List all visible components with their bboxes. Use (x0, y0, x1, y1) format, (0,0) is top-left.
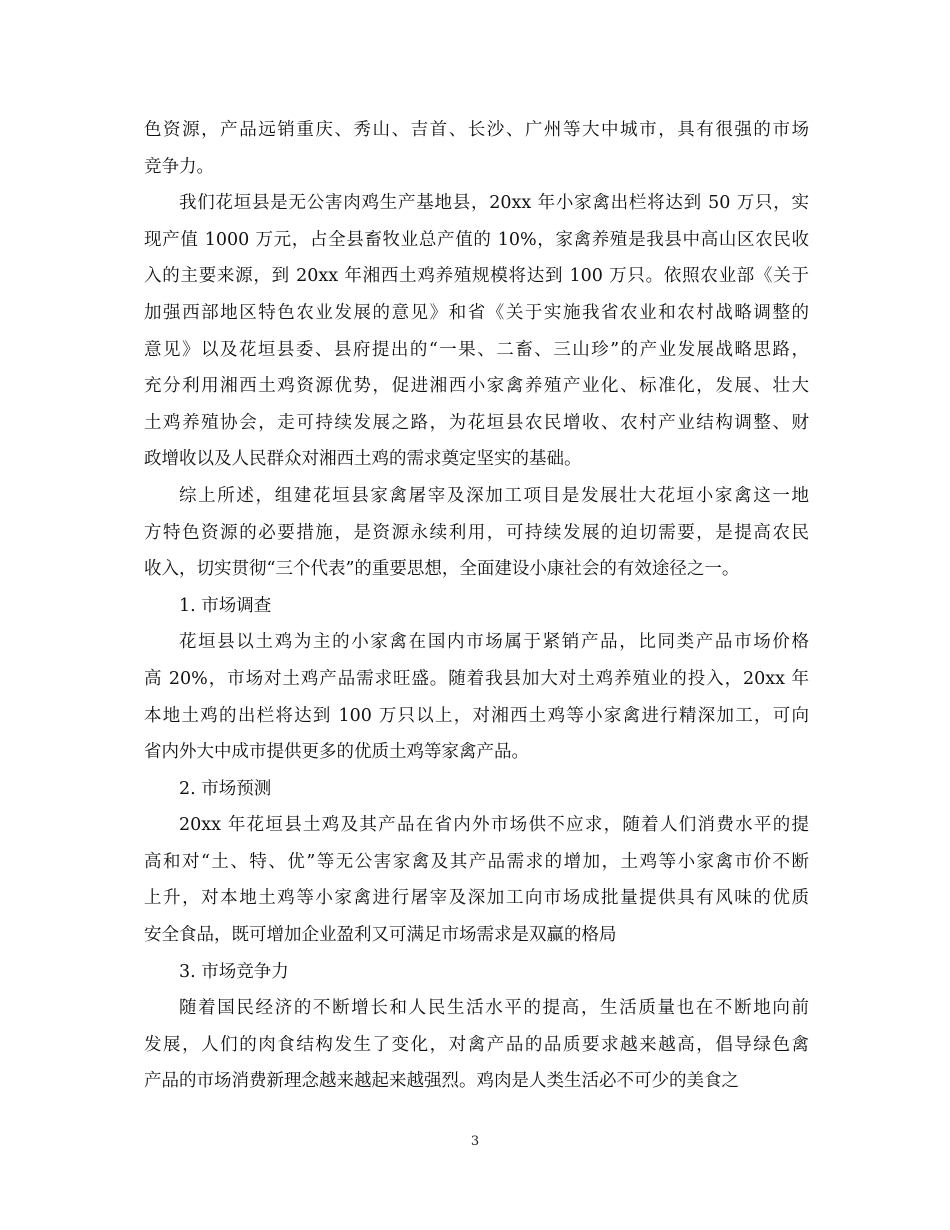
paragraph-line: 现产值 1000 万元，占全县畜牧业总产值的 10%，家禽养殖是我县中高山区农民收 (144, 229, 809, 250)
paragraph-line: 综上所述，组建花垣县家禽屠宰及深加工项目是发展壮大花垣小家禽这一地 (179, 485, 809, 506)
paragraph-line: 收入，切实贯彻“三个代表”的重要思想，全面建设小康社会的有效途径之一。 (144, 559, 740, 580)
paragraph-line: 加强西部地区特色农业发展的意见》和省《关于实施我省农业和农村战略调整的 (144, 302, 809, 323)
paragraph-line: 充分利用湘西土鸡资源优势，促进湘西小家禽养殖产业化、标准化，发展、壮大 (144, 376, 809, 397)
paragraph-line: 色资源，产品远销重庆、秀山、吉首、长沙、广州等大中城市，具有很强的市场 (144, 120, 809, 140)
paragraph-line: 土鸡养殖协会，走可持续发展之路，为花垣县农民增收、农村产业结构调整、财 (144, 412, 809, 433)
paragraph-line: 方特色资源的必要措施，是资源永续利用，可持续发展的迫切需要，是提高农民 (144, 522, 809, 543)
document-body (144, 112, 809, 1100)
section-heading: 2. 市场预测 (179, 778, 272, 799)
paragraph-line: 竞争力。 (144, 156, 214, 177)
page-number: 3 (470, 1134, 480, 1149)
section-heading: 3. 市场竞争力 (179, 961, 289, 982)
paragraph-line: 上升，对本地土鸡等小家禽进行屠宰及深加工向市场成批量提供具有风味的优质 (144, 888, 809, 909)
paragraph-line: 发展，人们的肉食结构发生了变化，对禽产品的品质要求越来越高，倡导绿色禽 (144, 1034, 809, 1055)
paragraph-line: 我们花垣县是无公害肉鸡生产基地县，20xx 年小家禽出栏将达到 50 万只，实 (179, 193, 809, 214)
paragraph-line: 20xx 年花垣县土鸡及其产品在省内外市场供不应求，随着人们消费水平的提 (179, 815, 809, 836)
paragraph-line: 政增收以及人民群众对湘西土鸡的需求奠定坚实的基础。 (144, 449, 582, 470)
paragraph-line: 产品的市场消费新理念越来越起来越强烈。鸡肉是人类生活必不可少的美食之 (144, 1071, 739, 1092)
paragraph-line: 意见》以及花垣县委、县府提出的“一果、二畜、三山珍”的产业发展战略思路， (144, 339, 809, 360)
paragraph-line: 安全食品，既可增加企业盈利又可满足市场需求是双赢的格局 (144, 925, 617, 946)
paragraph-line: 高 20%，市场对土鸡产品需求旺盛。随着我县加大对土鸡养殖业的投入，20xx 年 (144, 668, 809, 689)
paragraph-line: 本地土鸡的出栏将达到 100 万只以上，对湘西土鸡等小家禽进行精深加工，可向 (144, 705, 809, 726)
paragraph-line: 高和对“土、特、优”等无公害家禽及其产品需求的增加，土鸡等小家禽市价不断 (144, 851, 809, 872)
section-heading: 1. 市场调查 (179, 595, 272, 616)
paragraph-line: 入的主要来源，到 20xx 年湘西土鸡养殖规模将达到 100 万只。依照农业部《关于 (144, 266, 809, 287)
paragraph-line: 花垣县以土鸡为主的小家禽在国内市场属于紧销产品，比同类产品市场价格 (179, 632, 809, 653)
paragraph-line: 随着国民经济的不断增长和人民生活水平的提高，生活质量也在不断地向前 (179, 998, 809, 1019)
paragraph-line: 省内外大中成市提供更多的优质土鸡等家禽产品。 (144, 742, 529, 763)
